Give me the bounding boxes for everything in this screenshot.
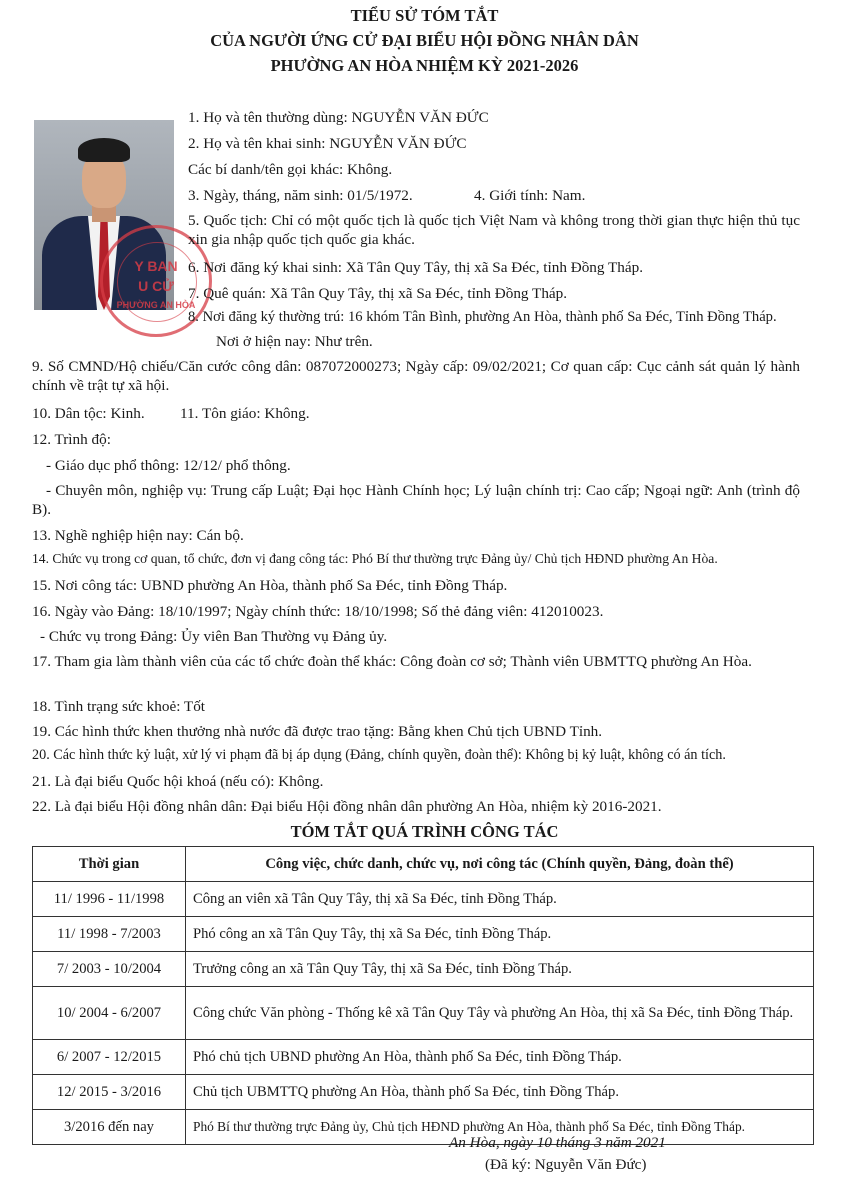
item-council-delegate: 22. Là đại biểu Hội đồng nhân dân: Đại biểu Hội đồng nhân dân phường An Hòa, nhiệm kỳ 2016-2021. — [32, 798, 662, 815]
item-common-name: 1. Họ và tên thường dùng: NGUYỄN VĂN ĐỨC — [188, 109, 489, 126]
item-party-position: - Chức vụ trong Đảng: Ủy viên Ban Thường vụ Đảng ủy. — [40, 628, 388, 645]
seal-text-2: U CỬ — [138, 278, 174, 294]
row-time: 12/ 2015 - 3/2016 — [33, 1075, 186, 1110]
item-national-assembly: 21. Là đại biểu Quốc hội khoá (nếu có): Không. — [32, 773, 324, 790]
item-current-address: Nơi ở hiện nay: Như trên. — [216, 333, 373, 350]
work-history-title: TÓM TẮT QUÁ TRÌNH CÔNG TÁC — [290, 822, 559, 841]
item-general-education: - Giáo dục phổ thông: 12/12/ phổ thông. — [46, 457, 291, 474]
doc-term: PHƯỜNG AN HÒA NHIỆM KỲ 2021-2026 — [270, 56, 579, 75]
signature-date-place: An Hòa, ngày 10 tháng 3 năm 2021 — [449, 1134, 666, 1151]
row-time: 3/2016 đến nay — [33, 1110, 186, 1145]
item-hometown: 7. Quê quán: Xã Tân Quy Tây, thị xã Sa Đéc, tỉnh Đồng Tháp. — [188, 285, 568, 302]
table-row — [33, 1075, 814, 1110]
row-time: 11/ 1998 - 7/2003 — [33, 917, 186, 952]
item-occupation: 13. Nghề nghiệp hiện nay: Cán bộ. — [32, 527, 244, 544]
item-qualifications: - Chuyên môn, nghiệp vụ: Trung cấp Luật; Đại học Hành Chính học; Lý luận chính trị: Cao cấp; Ngoại ngữ: Anh (trình độ B). — [32, 482, 800, 518]
item-permanent-address: 8. Nơi đăng ký thường trú: 16 khóm Tân Bình, phường An Hòa, thành phố Sa Đéc, Tỉnh Đồng Tháp. — [188, 309, 777, 325]
table-row — [33, 952, 814, 987]
column-header-time: Thời gian — [33, 847, 186, 882]
item-organizations: 17. Tham gia làm thành viên của các tổ chức đoàn thể khác: Công đoàn cơ sở; Thành viên UBMTTQ phường An Hòa. — [32, 653, 752, 670]
row-description: Công chức Văn phòng - Thống kê xã Tân Quy Tây và phường An Hòa, thị xã Sa Đéc, tỉnh Đồng Tháp. — [186, 987, 814, 1040]
item-id-card: 9. Số CMND/Hộ chiếu/Căn cước công dân: 087072000273; Ngày cấp: 09/02/2021; Cơ quan cấp: Cục cảnh sát quản lý hành chính về trật tự xã hội. — [32, 358, 800, 394]
item-ethnicity: 10. Dân tộc: Kinh. — [32, 405, 145, 422]
item-nationality: 5. Quốc tịch: Chỉ có một quốc tịch là quốc tịch Việt Nam và không trong thời gian thực hiện thủ tục xin gia nhập quốc tịch quốc gia khác. — [188, 212, 800, 248]
item-aliases: Các bí danh/tên gọi khác: Không. — [188, 161, 393, 178]
signature-signed-by: (Đã ký: Nguyễn Văn Đức) — [485, 1156, 647, 1173]
item-health: 18. Tình trạng sức khoẻ: Tốt — [32, 698, 206, 715]
row-description: Công an viên xã Tân Quy Tây, thị xã Sa Đéc, tỉnh Đồng Tháp. — [186, 882, 814, 917]
table-row — [33, 1040, 814, 1075]
item-birthdate: 3. Ngày, tháng, năm sinh: 01/5/1972. — [188, 187, 413, 204]
item-gender: 4. Giới tính: Nam. — [474, 187, 586, 204]
row-description: Trưởng công an xã Tân Quy Tây, thị xã Sa Đéc, tỉnh Đồng Tháp. — [186, 952, 814, 987]
doc-title: TIỂU SỬ TÓM TẮT — [350, 6, 499, 25]
seal-text-3: PHƯỜNG AN HÒA — [116, 300, 196, 310]
row-description: Phó chủ tịch UBND phường An Hòa, thành phố Sa Đéc, tỉnh Đồng Tháp. — [186, 1040, 814, 1075]
work-history-table — [32, 846, 814, 1145]
row-time: 11/ 1996 - 11/1998 — [33, 882, 186, 917]
seal-text-1: Y BAN — [134, 258, 178, 274]
row-description: Phó công an xã Tân Quy Tây, thị xã Sa Đéc, tỉnh Đồng Tháp. — [186, 917, 814, 952]
item-discipline: 20. Các hình thức kỷ luật, xử lý vi phạm đã bị áp dụng (Đảng, chính quyền, đoàn thể): Không bị kỷ luật, không có án tích. — [32, 747, 726, 763]
row-description: Chủ tịch UBMTTQ phường An Hòa, thành phố Sa Đéc, tỉnh Đồng Tháp. — [186, 1075, 814, 1110]
column-header-description: Công việc, chức danh, chức vụ, nơi công tác (Chính quyền, Đảng, đoàn thể) — [186, 847, 814, 882]
table-row — [33, 917, 814, 952]
item-position: 14. Chức vụ trong cơ quan, tổ chức, đơn vị đang công tác: Phó Bí thư thường trực Đảng ủy/ Chủ tịch HĐND phường An Hòa. — [32, 551, 718, 566]
item-party-membership: 16. Ngày vào Đảng: 18/10/1997; Ngày chính thức: 18/10/1998; Số thẻ đảng viên: 412010023. — [32, 603, 604, 620]
row-time: 6/ 2007 - 12/2015 — [33, 1040, 186, 1075]
item-birth-name: 2. Họ và tên khai sinh: NGUYỄN VĂN ĐỨC — [188, 135, 467, 152]
row-description: Phó Bí thư thường trực Đảng ủy, Chủ tịch HĐND phường An Hòa, thành phố Sa Đéc, tỉnh Đồng Tháp. — [186, 1110, 814, 1145]
table-row — [33, 882, 814, 917]
item-awards: 19. Các hình thức khen thưởng nhà nước đã được trao tặng: Bằng khen Chủ tịch UBND Tỉnh. — [32, 723, 603, 740]
table-row — [33, 1110, 814, 1145]
doc-subtitle: CỦA NGƯỜI ỨNG CỬ ĐẠI BIỂU HỘI ĐỒNG NHÂN DÂN — [210, 31, 639, 50]
item-religion: 11. Tôn giáo: Không. — [180, 405, 310, 422]
item-birth-registration: 6. Nơi đăng ký khai sinh: Xã Tân Quy Tây, thị xã Sa Đéc, tỉnh Đồng Tháp. — [188, 259, 644, 276]
table-row — [33, 987, 814, 1040]
item-education-heading: 12. Trình độ: — [32, 431, 111, 448]
row-time: 7/ 2003 - 10/2004 — [33, 952, 186, 987]
item-workplace: 15. Nơi công tác: UBND phường An Hòa, thành phố Sa Đéc, tỉnh Đồng Tháp. — [32, 577, 508, 594]
row-time: 10/ 2004 - 6/2007 — [33, 987, 186, 1040]
